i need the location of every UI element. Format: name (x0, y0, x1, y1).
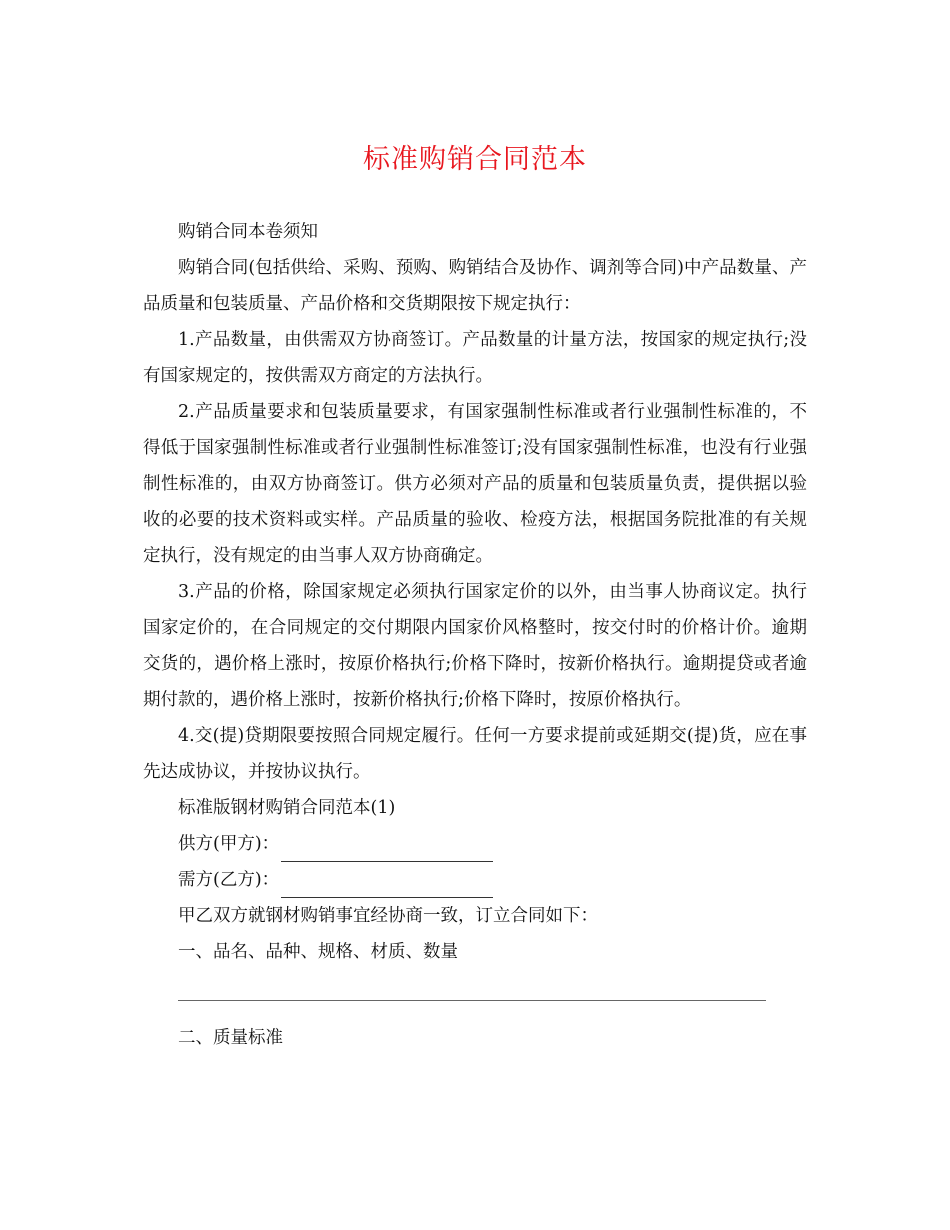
intro-paragraph: 购销合同(包括供给、采购、预购、购销结合及协作、调剂等合同)中产品数量、产品质量和包装质量、产品价格和交货期限按下规定执行： (143, 258, 807, 314)
section-2-heading: 二、质量标准 (178, 1028, 283, 1048)
buyer-label: 需方(乙方)： (178, 870, 280, 890)
buyer-blank (281, 877, 493, 898)
clause-4: 4.交(提)贷期限要按照合同规定履行。任何一方要求提前或延期交(提)货，应在事先达成协议，并按协议执行。 (143, 726, 807, 782)
clause-1: 1.产品数量，由供需双方协商签订。产品数量的计量方法，按国家的规定执行;没有国家规定的，按供需双方商定的方法执行。 (143, 330, 807, 386)
supplier-blank (281, 841, 493, 862)
document-title: 标准购销合同范本 (363, 144, 587, 175)
agreement-statement: 甲乙双方就钢材购销事宜经协商一致，订立合同如下： (178, 906, 598, 926)
horizontal-rule (178, 1000, 766, 1001)
document-body (143, 214, 807, 1056)
template-title: 标准版钢材购销合同范本(1) (178, 798, 396, 818)
buyer-line (143, 862, 807, 898)
supplier-label: 供方(甲方)： (178, 834, 280, 854)
section-1-fill-line (143, 970, 807, 1020)
notice-heading: 购销合同本卷须知 (178, 222, 318, 242)
supplier-line (143, 826, 807, 862)
clause-2: 2.产品质量要求和包装质量要求，有国家强制性标准或者行业强制性标准的，不得低于国家强制性标准或者行业强制性标准签订;没有国家强制性标准，也没有行业强制性标准的，由双方协商签订。供方必须对产品的质量和包装质量负责，提供据以验收的必要的技术资料或实样。产品质量的验收、检疫方法，根据国务院批准的有关规定执行，没有规定的由当事人双方协商确定。 (143, 402, 807, 566)
clause-3: 3.产品的价格，除国家规定必须执行国家定价的以外，由当事人协商议定。执行国家定价的，在合同规定的交付期限内国家价风格整时，按交付时的价格计价。逾期交货的，遇价格上涨时，按原价格执行;价格下降时，按新价格执行。逾期提贷或者逾期付款的，遇价格上涨时，按新价格执行;价格下降时，按原价格执行。 (143, 582, 807, 710)
section-1-heading: 一、品名、品种、规格、材质、数量 (178, 942, 458, 962)
